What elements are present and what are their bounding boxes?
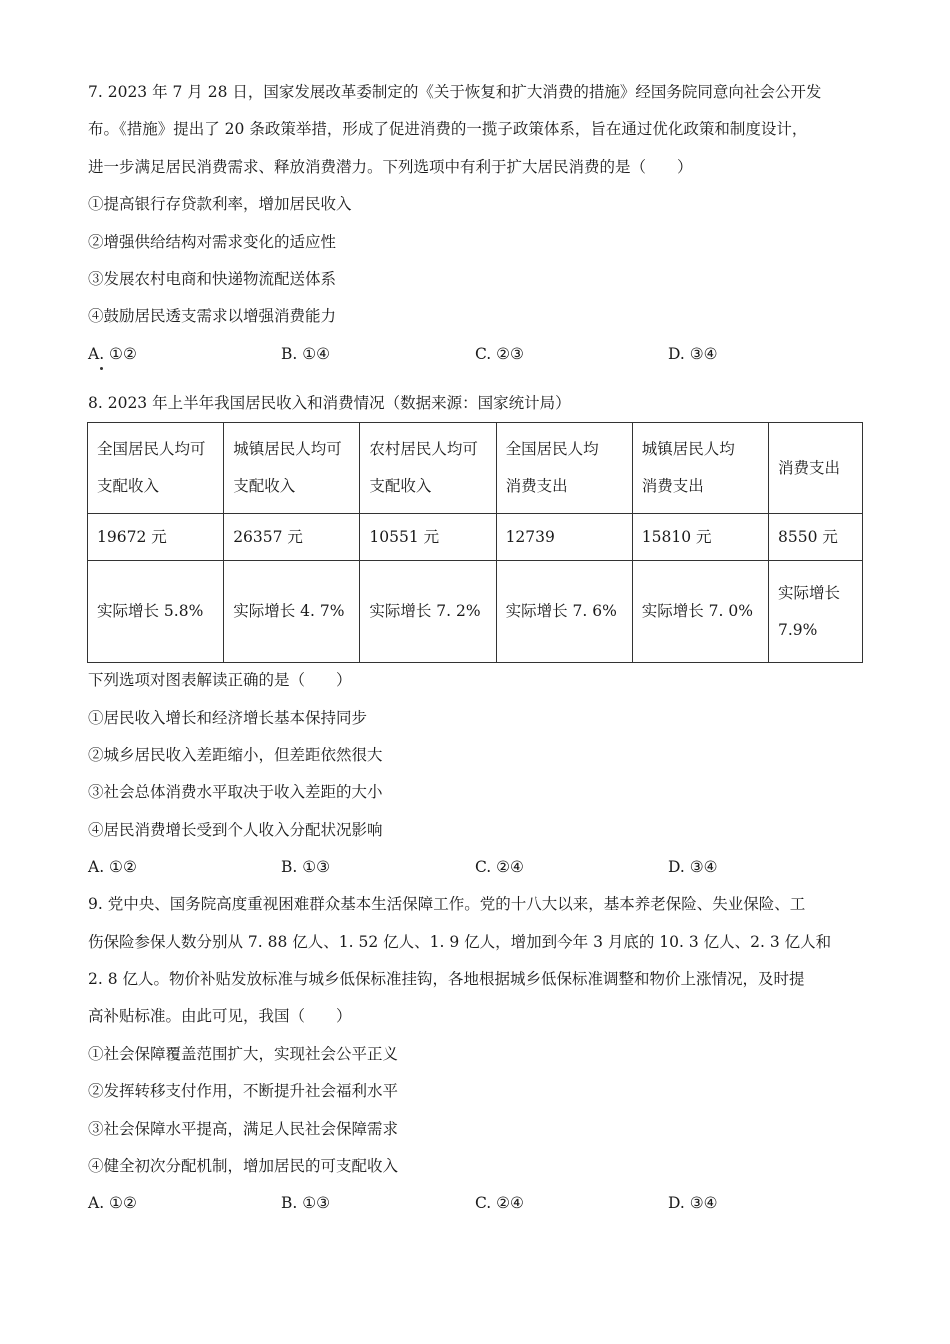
q8-option-b[interactable]: B. ①③ [281, 858, 331, 876]
table-growth-row [88, 561, 863, 663]
q7-option-d[interactable]: D. ③④ [668, 345, 718, 363]
q8-option-d[interactable]: D. ③④ [668, 858, 718, 876]
table-cell: 实际增长 7. 2% [360, 561, 496, 663]
table-cell: 实际增长 7. 0% [632, 561, 768, 663]
q8-item-2: ②城乡居民收入差距缩小，但差距依然很大 [88, 746, 383, 764]
table-cell: 19672 元 [88, 514, 224, 561]
q8-item-3: ③社会总体消费水平取决于收入差距的大小 [88, 783, 383, 801]
q9-stem-line-2: 伤保险参保人数分别从 7. 88 亿人、1. 52 亿人、1. 9 亿人，增加到今年 3 月底的 10. 3 亿人、2. 3 亿人和 [88, 933, 832, 951]
table-header-row [88, 423, 863, 514]
table-value-row [88, 514, 863, 561]
table-header-cell: 全国居民人均 消费支出 [496, 423, 632, 514]
q7-option-a[interactable]: A. ①② [88, 345, 137, 363]
q7-item-1: ①提高银行存贷款利率，增加居民收入 [88, 195, 352, 213]
table-cell: 10551 元 [360, 514, 496, 561]
q8-title: 8. 2023 年上半年我国居民收入和消费情况（数据来源：国家统计局） [88, 394, 571, 412]
table-cell: 26357 元 [224, 514, 360, 561]
q9-option-d[interactable]: D. ③④ [668, 1194, 718, 1212]
table-header-cell: 城镇居民人均可 支配收入 [224, 423, 360, 514]
table-header-cell: 全国居民人均可 支配收入 [88, 423, 224, 514]
q8-prompt: 下列选项对图表解读正确的是（ ） [88, 671, 352, 689]
q9-item-1: ①社会保障覆盖范围扩大，实现社会公平正义 [88, 1045, 399, 1063]
table-header-cell: 城镇居民人均 消费支出 [632, 423, 768, 514]
q8-option-a[interactable]: A. ①② [88, 858, 137, 876]
table-cell: 实际增长 7. 6% [496, 561, 632, 663]
table-cell: 8550 元 [769, 514, 863, 561]
q7-stem-line-2: 布。《措施》提出了 20 条政策举措，形成了促进消费的一揽子政策体系，旨在通过优化政策和制度设计， [88, 120, 808, 138]
table-cell: 实际增长 5.8% [88, 561, 224, 663]
q9-stem-line-1: 9. 党中央、国务院高度重视困难群众基本生活保障工作。党的十八大以来，基本养老保险、失业保险、工 [88, 895, 806, 913]
q9-stem-line-4: 高补贴标准。由此可见，我国（ ） [88, 1007, 352, 1025]
q9-option-a[interactable]: A. ①② [88, 1194, 137, 1212]
q7-stem-line-1: 7. 2023 年 7 月 28 日，国家发展改革委制定的《关于恢复和扩大消费的措施》经国务院同意向社会公开发 [88, 83, 822, 101]
table-cell: 实际增长 4. 7% [224, 561, 360, 663]
q9-item-2: ②发挥转移支付作用，不断提升社会福利水平 [88, 1082, 399, 1100]
table-cell: 实际增长 7.9% [769, 561, 863, 663]
income-consumption-table [87, 422, 863, 663]
table-cell: 15810 元 [632, 514, 768, 561]
q7-option-b[interactable]: B. ①④ [281, 345, 331, 363]
q9-stem-line-3: 2. 8 亿人。物价补贴发放标准与城乡低保标准挂钩，各地根据城乡低保标准调整和物价上涨情况，及时提 [88, 970, 805, 988]
q9-item-3: ③社会保障水平提高，满足人民社会保障需求 [88, 1120, 399, 1138]
q7-option-c[interactable]: C. ②③ [475, 345, 524, 363]
q8-item-4: ④居民消费增长受到个人收入分配状况影响 [88, 821, 383, 839]
scan-dot [100, 367, 103, 370]
q7-stem-line-3: 进一步满足居民消费需求、释放消费潜力。下列选项中有利于扩大居民消费的是（ ） [88, 158, 693, 176]
q9-option-c[interactable]: C. ②④ [475, 1194, 524, 1212]
table-header-cell: 消费支出 [769, 423, 863, 514]
table-cell: 12739 [496, 514, 632, 561]
q9-item-4: ④健全初次分配机制，增加居民的可支配收入 [88, 1157, 399, 1175]
q7-item-3: ③发展农村电商和快递物流配送体系 [88, 270, 337, 288]
q9-option-b[interactable]: B. ①③ [281, 1194, 331, 1212]
q7-item-4: ④鼓励居民透支需求以增强消费能力 [88, 307, 337, 325]
table-header-cell: 农村居民人均可 支配收入 [360, 423, 496, 514]
q7-item-2: ②增强供给结构对需求变化的适应性 [88, 233, 337, 251]
q8-item-1: ①居民收入增长和经济增长基本保持同步 [88, 709, 368, 727]
q8-option-c[interactable]: C. ②④ [475, 858, 524, 876]
